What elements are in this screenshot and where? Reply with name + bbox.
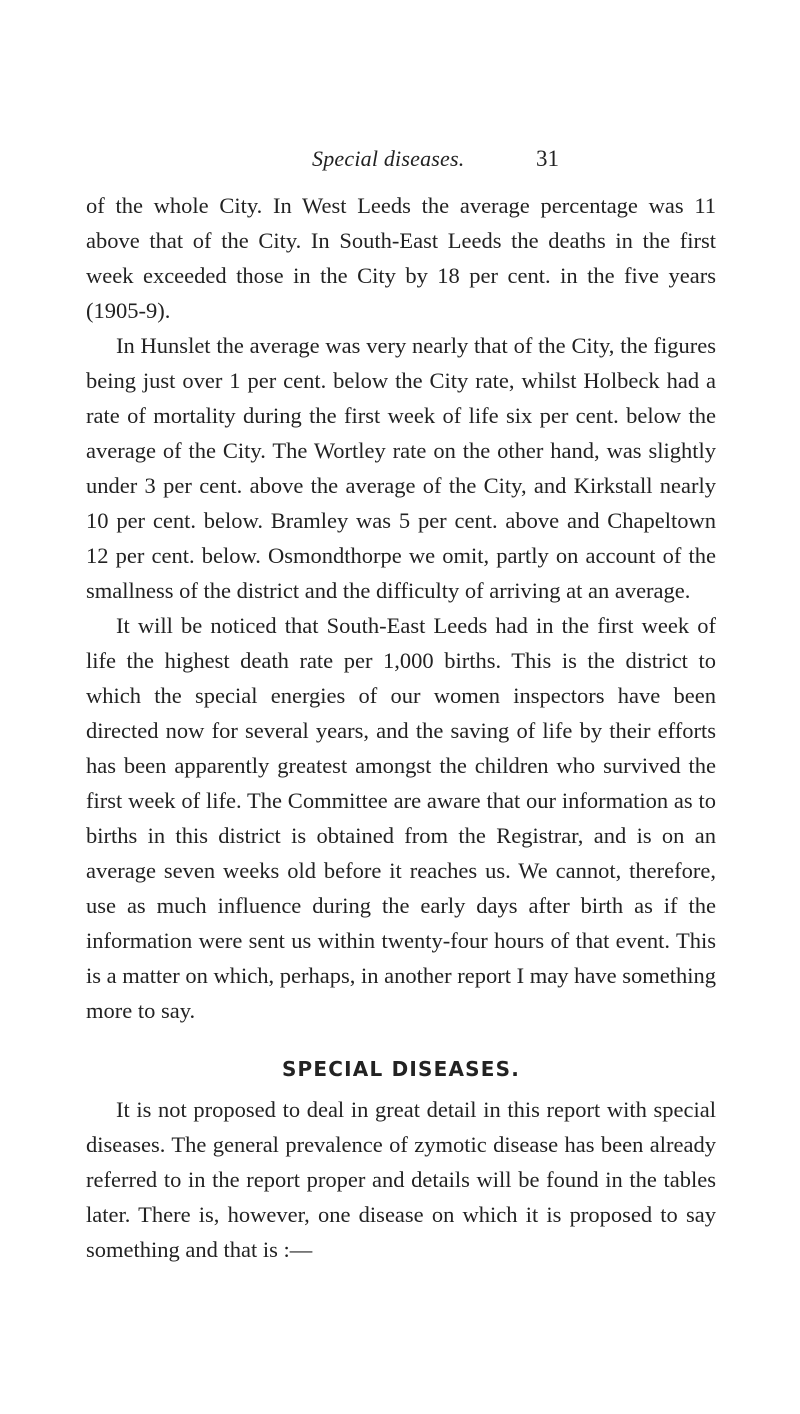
section-heading: SPECIAL DISEASES. — [281, 1057, 521, 1081]
running-title: Special diseases. — [312, 146, 465, 171]
paragraph-special-diseases: It is not proposed to deal in great detail in this report with special diseases. The general prevalence of zymotic disease has been already referred to in the report proper and details will be found in the tables later. There is, however, one disease on which it is proposed to say something and that is :— — [86, 1097, 716, 1262]
paragraph-continuation: of the whole City. In West Leeds the average percentage was 11 above that of the City. In South-East Leeds the deaths in the first week exceeded those in the City by 18 per cent. in the five years (1905-9). — [86, 193, 716, 323]
page-number: 31 — [536, 146, 559, 171]
body-text — [86, 188, 716, 1267]
paragraph-hunslet: In Hunslet the average was very nearly that of the City, the figures being just over 1 per cent. below the City rate, whilst Holbeck had a rate of mortality during the first week of life six per cent. below the average of the City. The Wortley rate on the other hand, was slightly under 3 per cent. above the average of the City, and Kirkstall nearly 10 per cent. below. Bramley was 5 per cent. above and Chapeltown 12 per cent. below. Osmondthorpe we omit, partly on account of the smallness of the district and the difficulty of arriving at an average. — [86, 333, 716, 603]
paragraph-south-east-leeds: It will be noticed that South-East Leeds had in the first week of life the highest death rate per 1,000 births. This is the district to which the special energies of our women inspectors have been directed now for several years, and the saving of life by their efforts has been apparently greatest amongst the children who survived the first week of life. The Committee are aware that our information as to births in this district is obtained from the Registrar, and is on an average seven weeks old before it reaches us. We cannot, therefore, use as much influence during the early days after birth as if the information were sent us within twenty-four hours of that event. This is a matter on which, perhaps, in another report I may have something more to say. — [86, 613, 716, 1023]
